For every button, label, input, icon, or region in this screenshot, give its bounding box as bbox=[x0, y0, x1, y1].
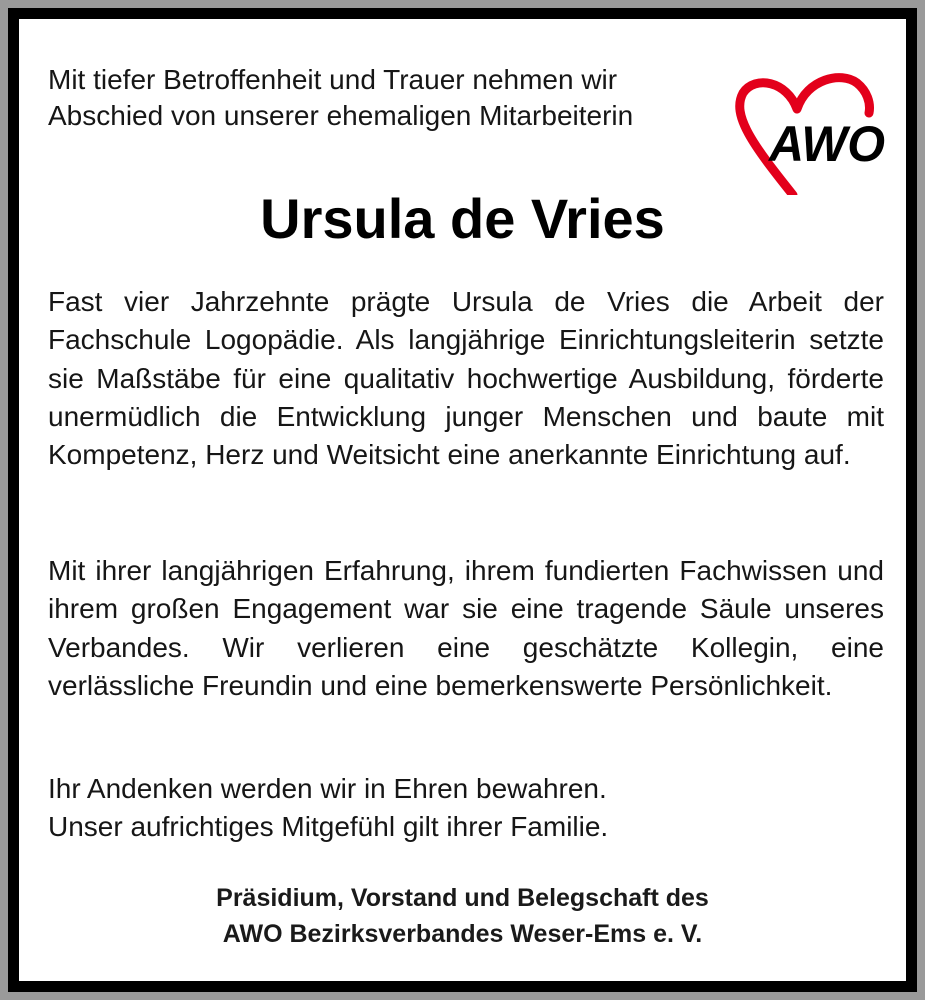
obituary-card bbox=[8, 8, 917, 992]
tribute-paragraph-1: Fast vier Jahrzehnte prägte Ursula de Vries die Arbeit der Fachschule Logopädie. Als langjährige Einrichtungsleiterin setzte sie Maßstäbe für eine qualitativ hochwertige Ausbildung, förderte unermüdlich die Entwicklung junger Menschen und baute mit Kompetenz, Herz und Weitsicht eine anerkannte Einrichtung auf. bbox=[48, 286, 884, 471]
tribute-paragraph-2: Mit ihrer langjährigen Erfahrung, ihrem fundierten Fachwissen und ihrem großen Engagement war sie eine tragende Säule unseres Verbandes. Wir verlieren eine geschätzte Kollegin, eine verlässliche Freundin und eine bemerkenswerte Persönlichkeit. bbox=[48, 555, 884, 701]
closing-text bbox=[48, 770, 884, 846]
awo-logo-text: AWO bbox=[767, 116, 886, 172]
deceased-name: Ursula de Vries bbox=[260, 187, 665, 250]
signature bbox=[19, 880, 906, 952]
intro-line-2: Abschied von unserer ehemaligen Mitarbeiterin bbox=[48, 100, 634, 131]
intro-text bbox=[48, 62, 708, 134]
intro-line-1: Mit tiefer Betroffenheit und Trauer nehmen wir bbox=[48, 64, 618, 95]
signature-line-2: AWO Bezirksverbandes Weser-Ems e. V. bbox=[222, 920, 703, 948]
closing-line-2: Unser aufrichtiges Mitgefühl gilt ihrer Familie. bbox=[48, 811, 609, 842]
signature-line-1: Präsidium, Vorstand und Belegschaft des bbox=[216, 884, 709, 912]
closing-line-1: Ihr Andenken werden wir in Ehren bewahren. bbox=[48, 773, 607, 804]
awo-logo bbox=[733, 65, 889, 195]
